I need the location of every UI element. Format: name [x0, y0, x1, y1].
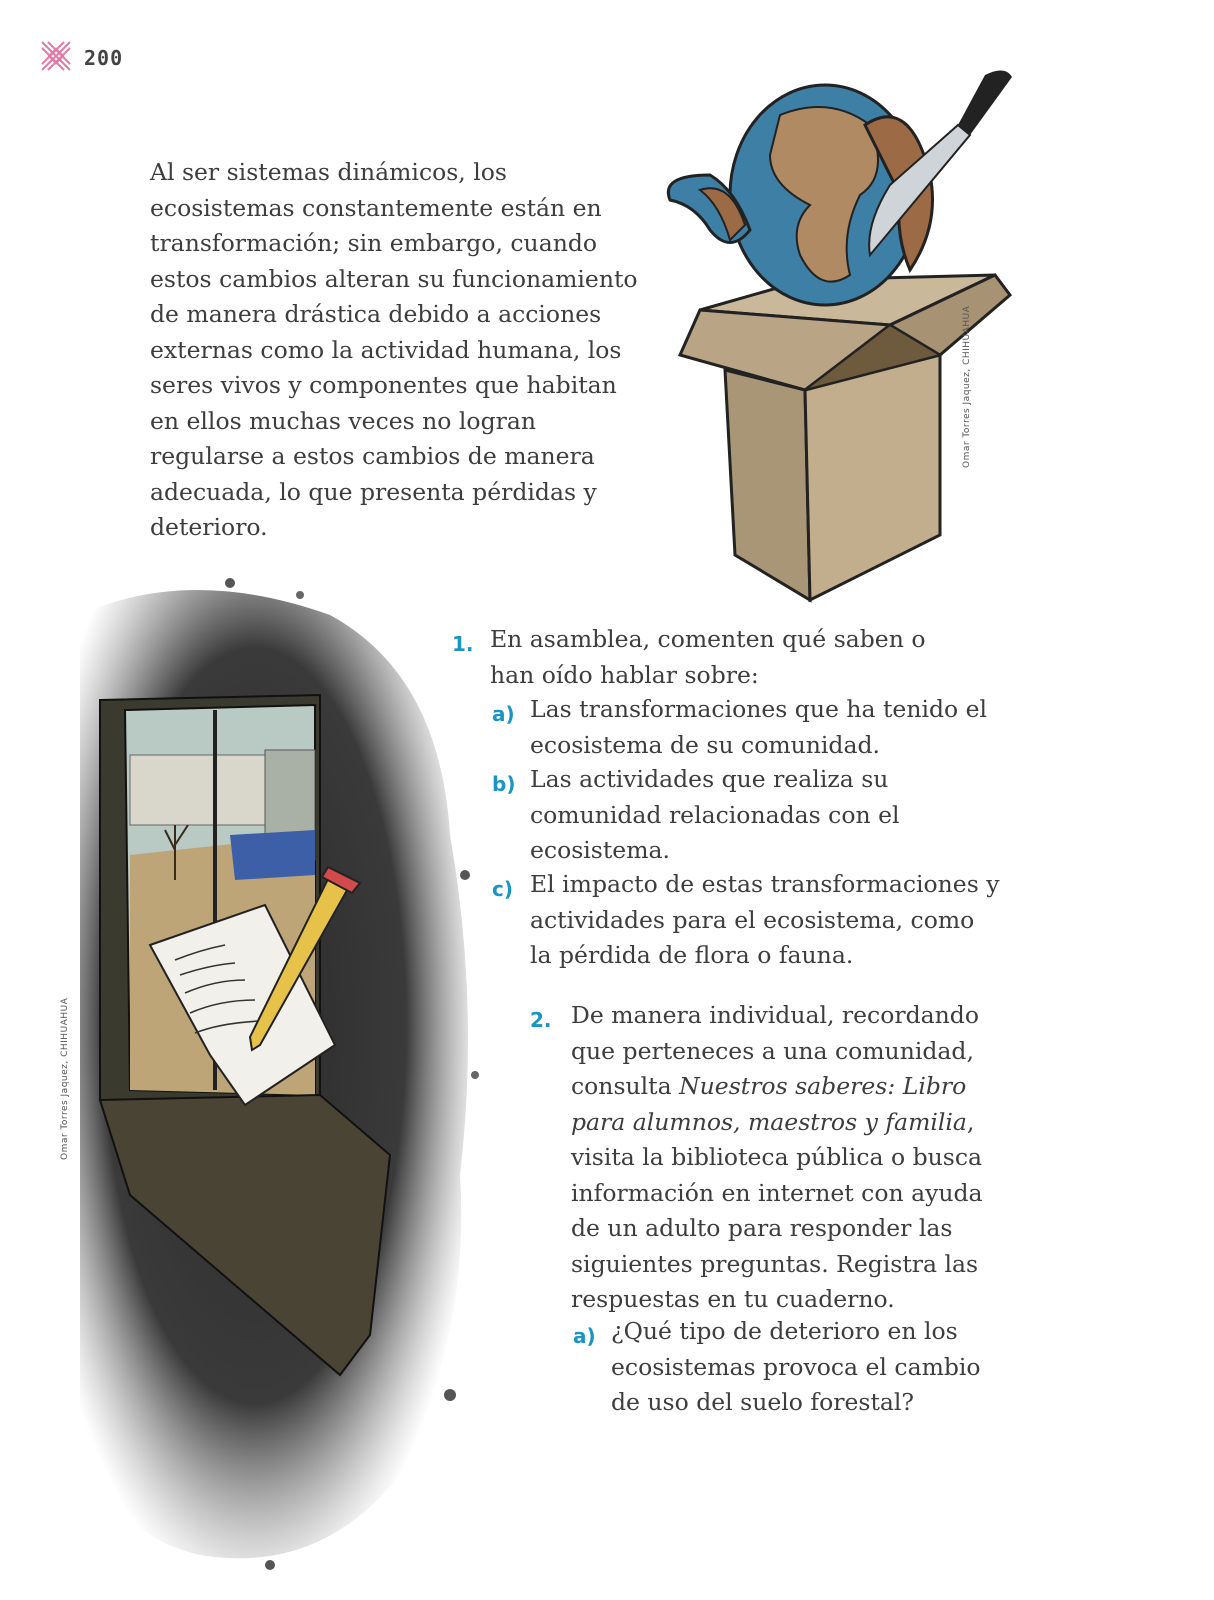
item-letter: a) [573, 1324, 596, 1348]
decorative-cross-pattern-icon [38, 38, 74, 78]
page-header [38, 38, 123, 78]
page-number: 200 [84, 46, 124, 70]
activity-1-prompt: En asamblea, comenten qué saben o han oído hablar sobre: [490, 625, 926, 689]
activity-1-item-c: El impacto de estas transformaciones y actividades para el ecosistema, como la pérdida de flora o fauna. [530, 870, 1000, 969]
window-illustration-credit: Omar Torres Jaquez, CHIHUAHUA [60, 997, 70, 1160]
window-with-paper-illustration [70, 575, 490, 1595]
globe-illustration-credit: Omar Torres Jaquez, CHIHUAHUA [962, 305, 972, 468]
activity-2-prompt: De manera individual, recordando que perteneces a una comunidad, consulta Nuestros saberes: Libro para alumnos, maestros y familia, visita la biblioteca pública o busca información en internet con ayuda de un adulto para responder las siguientes preguntas. Registra las respuestas en tu cuaderno. [571, 1001, 983, 1313]
item-letter: c) [492, 877, 513, 901]
item-letter: a) [492, 702, 515, 726]
activity-1-item-b: Las actividades que realiza su comunidad relacionadas con el ecosistema. [530, 765, 900, 864]
intro-paragraph: Al ser sistemas dinámicos, los ecosistemas constantemente están en transformación; sin embargo, cuando estos cambios alteran su funcionamiento de manera drástica debido a acciones externas como la actividad humana, los seres vivos y componentes que habitan en ellos muchas veces no logran regularse a estos cambios de manera adecuada, lo que presenta pérdidas y deterioro. [150, 158, 638, 541]
activity-number: 1. [452, 632, 474, 656]
item-letter: b) [492, 772, 516, 796]
activity-1-item-a: Las transformaciones que ha tenido el ecosistema de su comunidad. [530, 695, 988, 759]
activity-2-item-a: ¿Qué tipo de deterioro en los ecosistemas provoca el cambio de uso del suelo forestal? [611, 1317, 981, 1416]
activity-number: 2. [530, 1008, 552, 1032]
book-title: Nuestros saberes: Libro para alumnos, maestros y familia [571, 1072, 967, 1136]
